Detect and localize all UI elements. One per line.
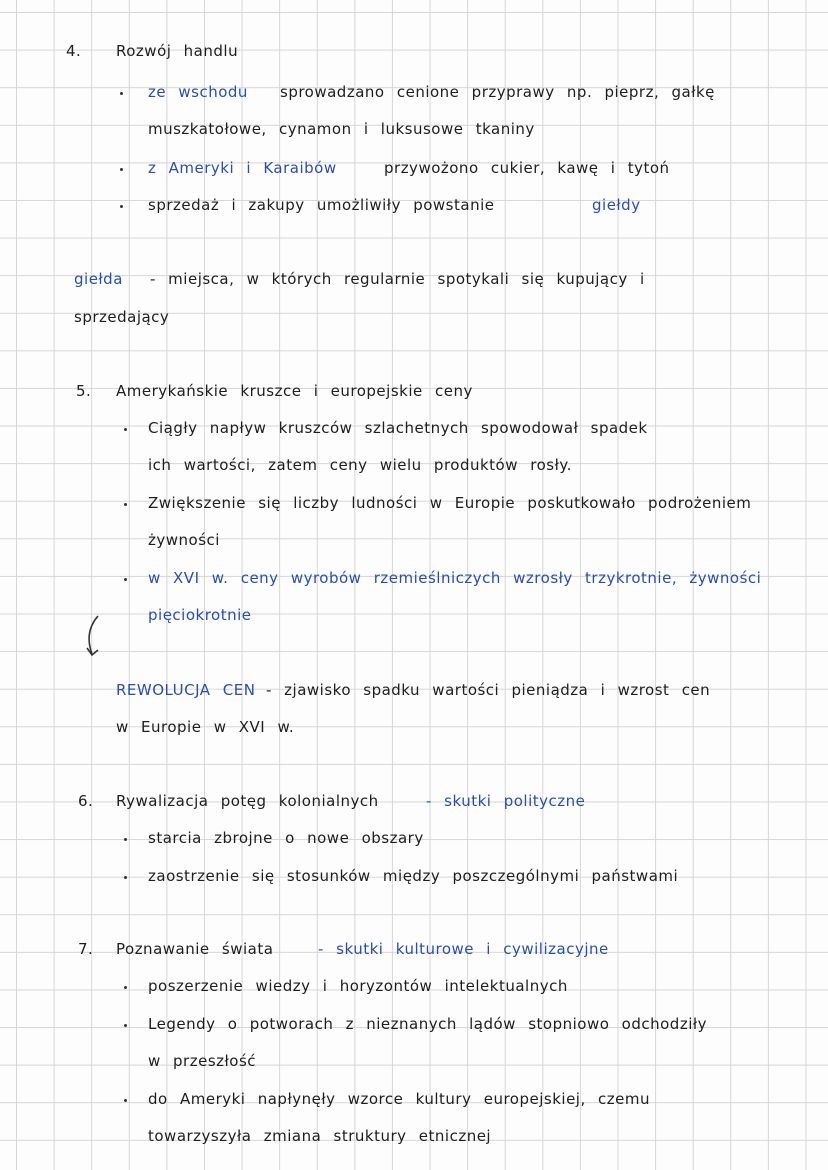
definition-term: giełda <box>74 270 123 288</box>
note-text: przywożono cukier, kawę i tytoń <box>384 159 670 177</box>
bullet <box>120 205 123 208</box>
definition-term: REWOLUCJA CEN <box>116 681 256 699</box>
definition-text: w Europie w XVI w. <box>116 718 295 736</box>
note-text: starcia zbrojne o nowe obszary <box>148 829 424 847</box>
bullet <box>124 428 127 431</box>
section-7-number: 7. <box>78 940 94 958</box>
definition-text: sprzedający <box>74 308 170 326</box>
bullet <box>120 168 123 171</box>
section-6-title: Rywalizacja potęg kolonialnych <box>116 792 379 810</box>
section-4-number: 4. <box>66 42 82 60</box>
note-text-blue: z Ameryki i Karaibów <box>148 159 337 177</box>
note-text-blue: pięciokrotnie <box>148 606 252 624</box>
note-text: w przeszłość <box>148 1052 257 1070</box>
note-text: Legendy o potworach z nieznanych lądów stopniowo odchodziły <box>148 1015 708 1033</box>
definition-text: - zjawisko spadku wartości pieniądza i wzrost cen <box>266 681 711 699</box>
bullet <box>124 838 127 841</box>
note-text: sprowadzano cenione przyprawy np. pieprz, gałkę <box>280 83 715 101</box>
section-6-number: 6. <box>78 792 94 810</box>
bullet <box>124 503 127 506</box>
section-5-title: Amerykańskie kruszce i europejskie ceny <box>116 382 473 400</box>
bullet <box>124 986 127 989</box>
section-7-title: Poznawanie świata <box>116 940 274 958</box>
curved-arrow-icon <box>80 612 110 662</box>
bullet <box>124 876 127 879</box>
bullet <box>120 92 123 95</box>
bullet <box>124 1099 127 1102</box>
note-text-blue: ze wschodu <box>148 83 248 101</box>
note-text: towarzyszyła zmiana struktury etnicznej <box>148 1127 492 1145</box>
note-text: Zwiększenie się liczby ludności w Europie poskutkowało podrożeniem <box>148 494 752 512</box>
section-5-number: 5. <box>76 382 92 400</box>
note-text: zaostrzenie się stosunków między poszczególnymi państwami <box>148 867 679 885</box>
section-6-subtitle: - skutki polityczne <box>426 792 586 810</box>
definition-text: - miejsca, w których regularnie spotykali się kupujący i <box>150 270 645 288</box>
note-text: Ciągły napływ kruszców szlachetnych spowodował spadek <box>148 419 648 437</box>
note-text: muszkatołowe, cynamon i luksusowe tkaniny <box>148 120 535 138</box>
bullet <box>124 578 127 581</box>
note-text: żywności <box>148 531 220 549</box>
bullet <box>124 1024 127 1027</box>
note-text-blue: giełdy <box>592 196 641 214</box>
section-7-subtitle: - skutki kulturowe i cywilizacyjne <box>318 940 609 958</box>
note-text-blue: w XVI w. ceny wyrobów rzemieślniczych wzrosły trzykrotnie, żywności <box>148 569 762 587</box>
note-text: do Ameryki napłynęły wzorce kultury europejskiej, czemu <box>148 1090 650 1108</box>
note-text: poszerzenie wiedzy i horyzontów intelektualnych <box>148 977 568 995</box>
note-text: ich wartości, zatem ceny wielu produktów rosły. <box>148 456 572 474</box>
note-text: sprzedaż i zakupy umożliwiły powstanie <box>148 196 495 214</box>
section-4-title: Rozwój handlu <box>116 42 239 60</box>
